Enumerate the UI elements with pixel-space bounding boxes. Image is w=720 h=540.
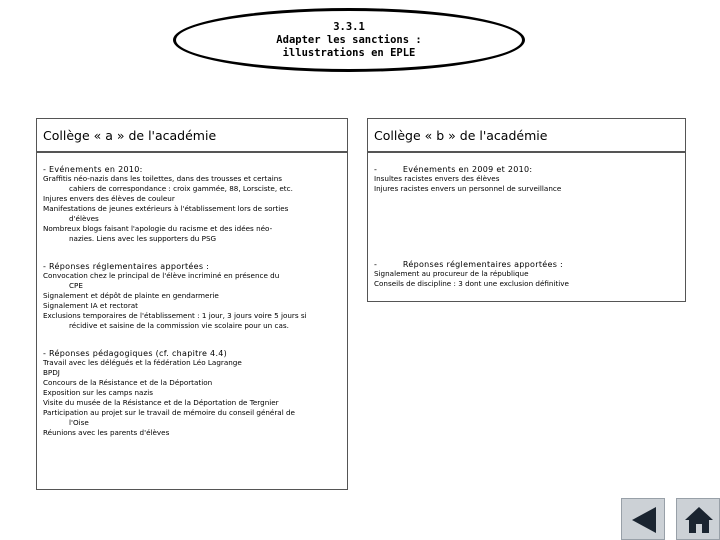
list-line: Signalement IA et rectorat bbox=[43, 301, 138, 310]
list-line: nazies. Liens avec les supporters du PSG bbox=[69, 234, 217, 243]
list-line: Concours de la Résistance et de la Déportation bbox=[43, 378, 213, 387]
college-b-responses-title-row bbox=[374, 260, 681, 269]
list-line: Signalement et dépôt de plainte en gendarmerie bbox=[43, 291, 219, 300]
college-a-pedagogic-title: - Réponses pédagogiques (cf. chapitre 4.4) bbox=[43, 349, 228, 358]
college-b-responses-list bbox=[374, 269, 681, 289]
college-a-pedagogic-list bbox=[43, 358, 343, 438]
college-a-events-list bbox=[43, 174, 343, 244]
list-line: Graffitis néo-nazis dans les toilettes, dans des trousses et certains bbox=[43, 174, 283, 183]
home-button[interactable] bbox=[676, 498, 720, 540]
college-b-events-title-row bbox=[374, 165, 681, 174]
college-b-events-list bbox=[374, 174, 681, 194]
college-b-events-dash: - bbox=[374, 165, 378, 174]
triangle-left-icon bbox=[628, 505, 660, 535]
list-line: Conseils de discipline : 3 dont une exclusion définitive bbox=[374, 279, 569, 288]
home-icon bbox=[683, 505, 715, 535]
list-line: Travail avec les délégués et la fédération Léo Lagrange bbox=[43, 358, 242, 367]
college-b-body-box bbox=[367, 152, 686, 302]
college-a-responses-title: - Réponses réglementaires apportées : bbox=[43, 262, 210, 271]
college-a-heading-box bbox=[36, 118, 348, 152]
college-b-responses-dash: - bbox=[374, 260, 378, 269]
college-a-events-title: - Evénements en 2010: bbox=[43, 165, 143, 174]
list-line: Injures racistes envers un personnel de surveillance bbox=[374, 184, 562, 193]
college-b-events-title: Evénements en 2009 et 2010: bbox=[402, 165, 533, 174]
list-line: Participation au projet sur le travail de mémoire du conseil général de bbox=[43, 408, 295, 417]
list-line: cahiers de correspondance : croix gammée, 88, Lorsciste, etc. bbox=[69, 184, 293, 193]
list-line: Exposition sur les camps nazis bbox=[43, 388, 153, 397]
college-a-body-box bbox=[36, 152, 348, 490]
list-line: Visite du musée de la Résistance et de la Déportation de Tergnier bbox=[43, 398, 279, 407]
list-line: Manifestations de jeunes extérieurs à l'établissement lors de sorties bbox=[43, 204, 289, 213]
title-line-3: illustrations en EPLE bbox=[282, 46, 416, 59]
list-line: CPE bbox=[69, 281, 83, 290]
college-b-heading: Collège « b » de l'académie bbox=[374, 127, 548, 143]
list-line: l'Oise bbox=[69, 418, 89, 427]
title-number: 3.3.1 bbox=[333, 20, 365, 33]
college-b-responses-title: Réponses réglementaires apportées : bbox=[402, 260, 564, 269]
list-line: récidive et saisine de la commission vie scolaire pour un cas. bbox=[69, 321, 289, 330]
college-a-responses-list bbox=[43, 271, 343, 331]
list-line: BPDJ bbox=[43, 368, 60, 377]
list-line: Réunions avec les parents d'élèves bbox=[43, 428, 170, 437]
section-title-oval bbox=[173, 8, 525, 72]
college-b-heading-box bbox=[367, 118, 686, 152]
list-line: Exclusions temporaires de l'établissement : 1 jour, 3 jours voire 5 jours si bbox=[43, 311, 307, 320]
list-line: Insultes racistes envers des élèves bbox=[374, 174, 500, 183]
college-a-heading: Collège « a » de l'académie bbox=[43, 127, 217, 143]
list-line: Nombreux blogs faisant l'apologie du racisme et des idées néo- bbox=[43, 224, 273, 233]
list-line: Injures envers des élèves de couleur bbox=[43, 194, 175, 203]
previous-button[interactable] bbox=[621, 498, 665, 540]
list-line: Convocation chez le principal de l'élève incriminé en présence du bbox=[43, 271, 280, 280]
list-line: Signalement au procureur de la république bbox=[374, 269, 529, 278]
list-line: d'élèves bbox=[69, 214, 99, 223]
title-line-2: Adapter les sanctions : bbox=[276, 33, 422, 46]
